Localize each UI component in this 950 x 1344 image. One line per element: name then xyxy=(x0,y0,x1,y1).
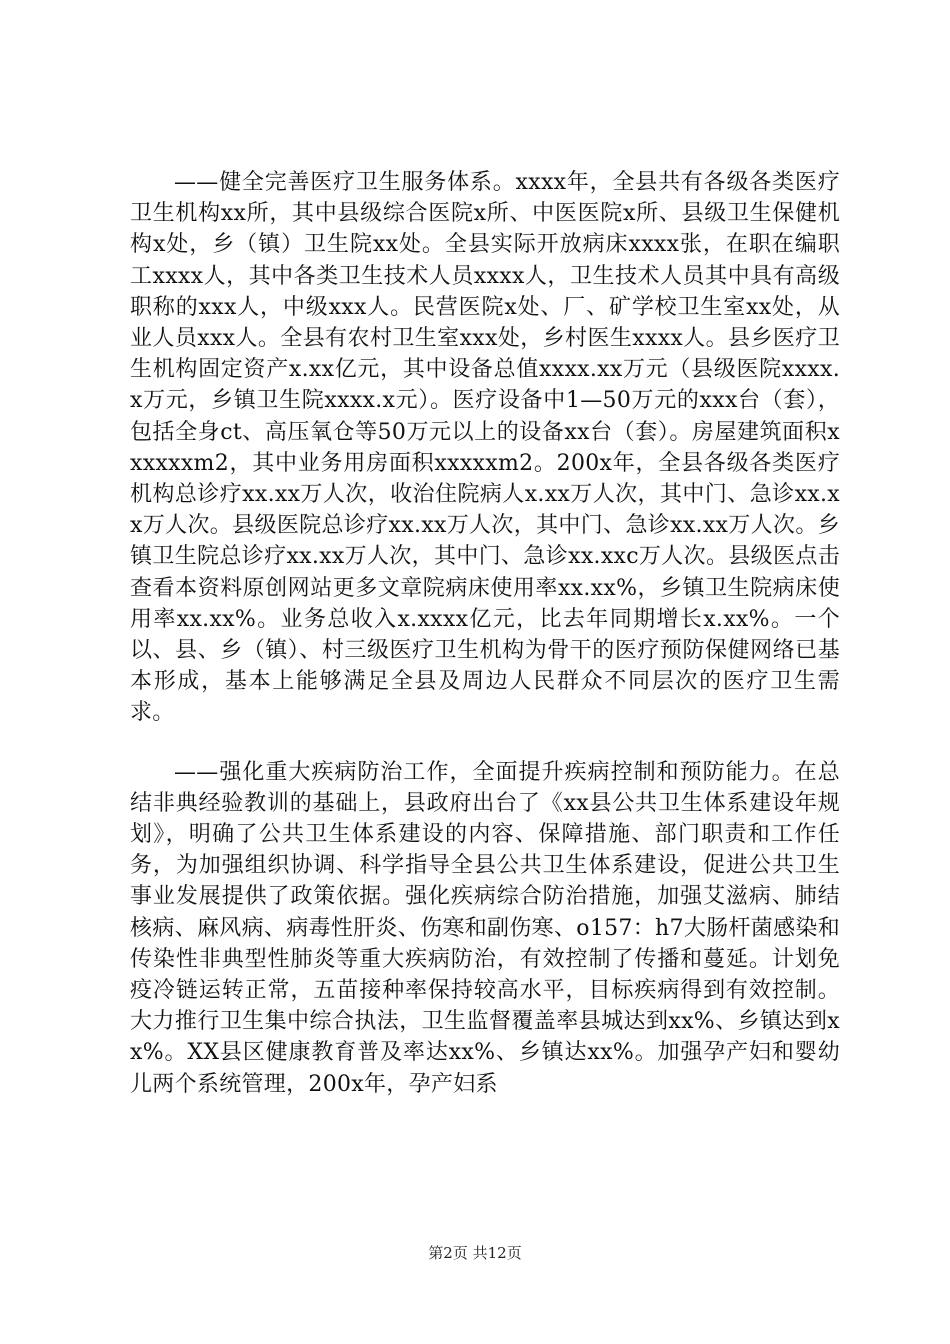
paragraph-healthcare-system: ——健全完善医疗卫生服务体系。xxxx年，全县共有各级各类医疗卫生机构xx所，其中县级综合医院x所、中医医院x所、县级卫生保健机构x处，乡（镇）卫生院xx处。全县实际开放病床xxxx张，在职在编职工xxxx人，其中各类卫生技术人员xxxx人，卫生技术人员其中具有高级职称的xxx人，中级xxx人。民营医院x处、厂、矿学校卫生室xx处，从业人员xxx人。全县有农村卫生室xxx处，乡村医生xxxx人。县乡医疗卫生机构固定资产x.xx亿元，其中设备总值xxxx.xx万元（县级医院xxxx.x万元，乡镇卫生院xxxx.x元）。医疗设备中1—50万元的xxx台（套），包括全身ct、高压氧仓等50万元以上的设备xx台（套）。房屋建筑面积xxxxxxm2，其中业务用房面积xxxxxm2。200x年，全县各级各类医疗机构总诊疗xx.xx万人次，收治住院病人x.xx万人次，其中门、急诊xx.xx万人次。县级医院总诊疗xx.xx万人次，其中门、急诊xx.xx万人次。乡镇卫生院总诊疗xx.xx万人次，其中门、急诊xx.xxc万人次。县级医点击查看本资料原创网站更多文章院病床使用率xx.xx%，乡镇卫生院病床使用率xx.xx%。业务总收入x.xxxx亿元，比去年同期增长x.xx%。一个以、县、乡（镇）、村三级医疗卫生机构为骨干的医疗预防保健网络已基本形成，基本上能够满足全县及周边人民群众不同层次的医疗卫生需求。 xyxy=(130,170,840,726)
document-body xyxy=(130,167,840,1100)
paragraph-disease-prevention: ——强化重大疾病防治工作，全面提升疾病控制和预防能力。在总结非典经验教训的基础上，县政府出台了《xx县公共卫生体系建设年规划》，明确了公共卫生体系建设的内容、保障措施、部门职责和工作任务，为加强组织协调、科学指导全县公共卫生体系建设，促进公共卫生事业发展提供了政策依据。强化疾病综合防治措施，加强艾滋病、肺结核病、麻风病、病毒性肝炎、伤寒和副伤寒、o157：h7大肠杆菌感染和传染性非典型性肺炎等重大疾病防治，有效控制了传播和蔓延。计划免疫冷链运转正常，五苗接种率保持较高水平，目标疾病得到有效控制。大力推行卫生集中综合执法，卫生监督覆盖率县城达到xx%、乡镇达到xx%。XX县区健康教育普及率达xx%、乡镇达xx%。加强孕产妇和婴幼儿两个系统管理，200x年，孕产妇系 xyxy=(130,759,840,1097)
page-number-footer: 第2页 共12页 xyxy=(428,1244,522,1262)
